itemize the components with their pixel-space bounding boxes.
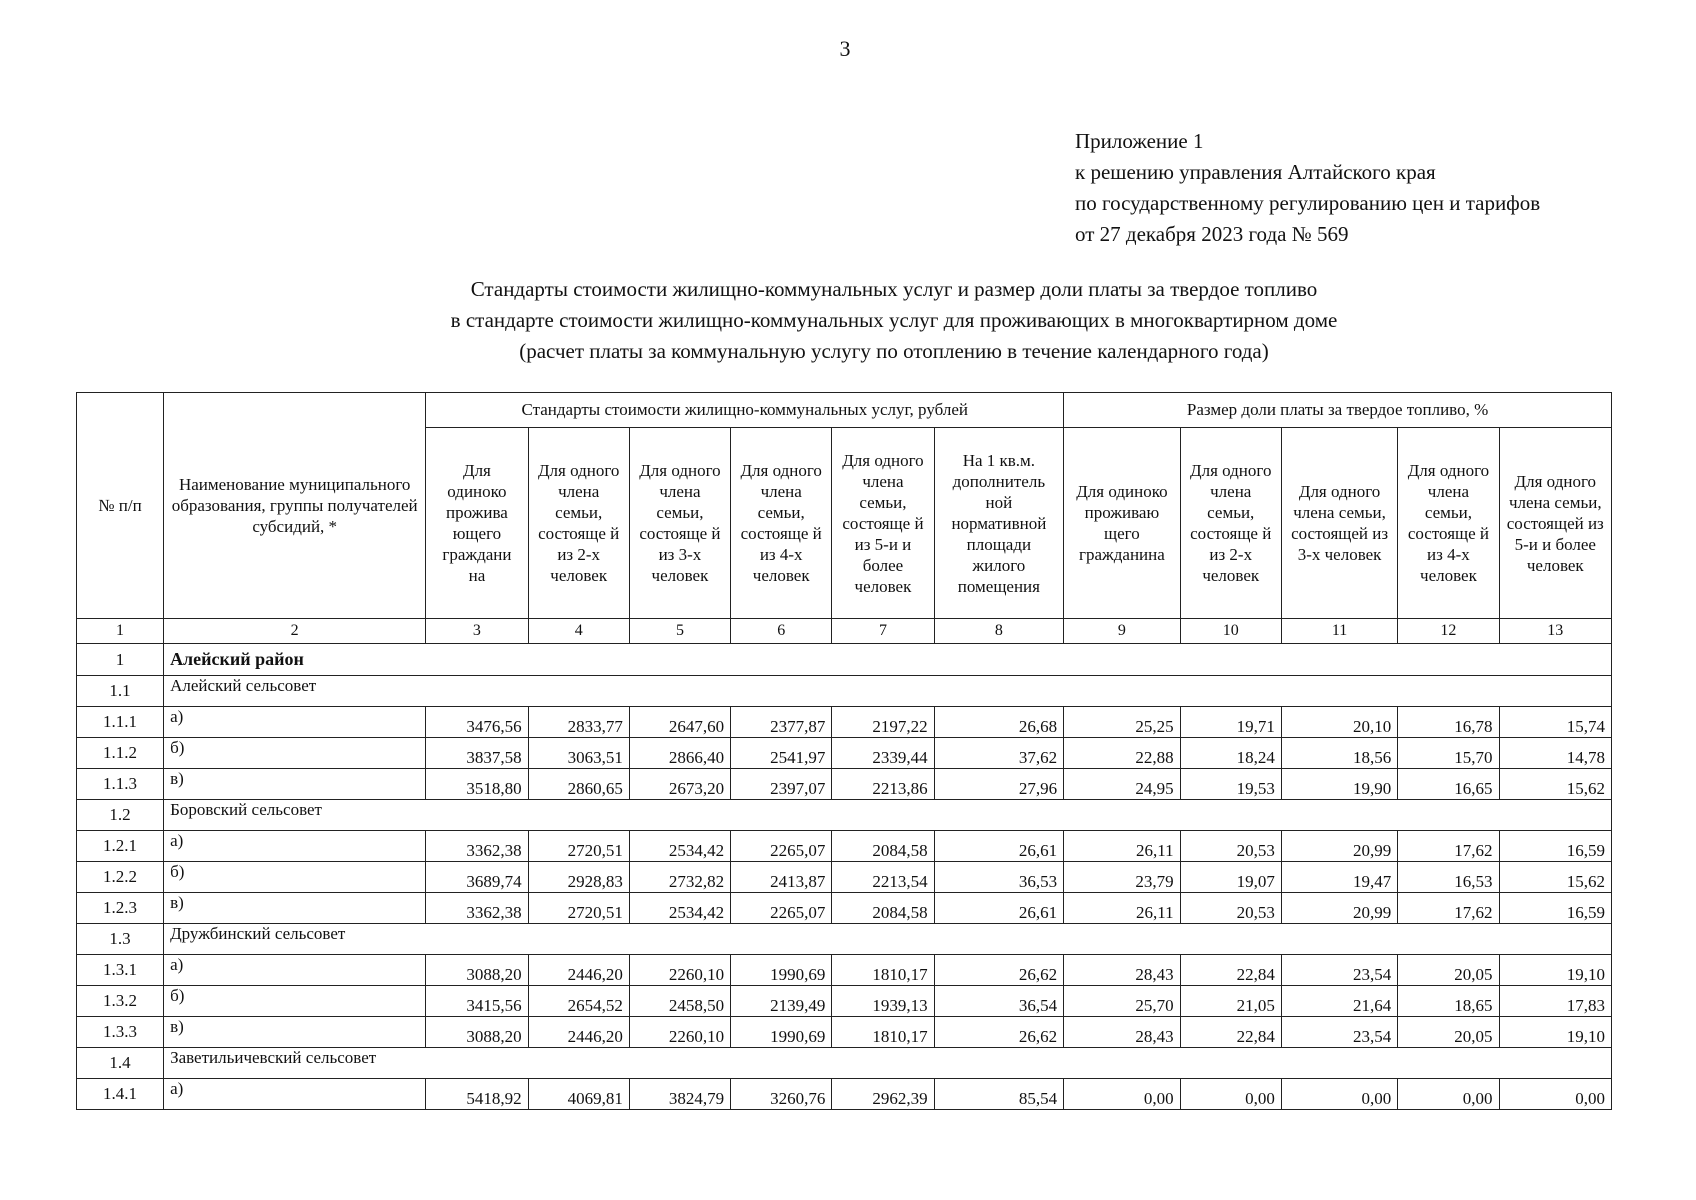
value-cell: 3824,79 — [629, 1079, 730, 1110]
district-num: 1.1 — [77, 676, 164, 707]
column-number: 9 — [1064, 619, 1180, 644]
value-cell: 16,59 — [1499, 893, 1611, 924]
value-cell: 2720,51 — [528, 831, 629, 862]
table-row — [77, 1079, 1612, 1110]
value-cell: 1810,17 — [832, 955, 934, 986]
row-label: б) — [164, 738, 426, 769]
region-name: Алейский район — [164, 644, 1612, 676]
value-cell: 2732,82 — [629, 862, 730, 893]
value-cell: 28,43 — [1064, 955, 1180, 986]
value-cell: 2673,20 — [629, 769, 730, 800]
region-row — [77, 644, 1612, 676]
title-line: Стандарты стоимости жилищно-коммунальных услуг и размер доли платы за твердое топливо — [470, 277, 1318, 301]
header-group-standards: Стандарты стоимости жилищно-коммунальных услуг, рублей — [426, 393, 1064, 428]
value-cell: 21,64 — [1281, 986, 1397, 1017]
value-cell: 2397,07 — [731, 769, 832, 800]
row-num: 1.1.1 — [77, 707, 164, 738]
column-number: 6 — [731, 619, 832, 644]
district-name: Дружбинский сельсовет — [164, 924, 1612, 955]
value-cell: 3415,56 — [426, 986, 528, 1017]
table-row — [77, 738, 1612, 769]
header-col-9: Для одиноко проживаю щего гражданина — [1064, 428, 1180, 619]
value-cell: 19,10 — [1499, 1017, 1611, 1048]
value-cell: 2213,54 — [832, 862, 934, 893]
value-cell: 19,47 — [1281, 862, 1397, 893]
column-number: 7 — [832, 619, 934, 644]
title-line: в стандарте стоимости жилищно-коммунальных услуг для проживающих в многоквартирном доме — [450, 308, 1338, 332]
table-row — [77, 986, 1612, 1017]
value-cell: 22,84 — [1180, 1017, 1281, 1048]
column-number: 5 — [629, 619, 730, 644]
district-row — [77, 676, 1612, 707]
district-num: 1.3 — [77, 924, 164, 955]
value-cell: 26,11 — [1064, 893, 1180, 924]
table-row — [77, 707, 1612, 738]
value-cell: 2265,07 — [731, 893, 832, 924]
value-cell: 21,05 — [1180, 986, 1281, 1017]
value-cell: 25,25 — [1064, 707, 1180, 738]
row-label: в) — [164, 893, 426, 924]
value-cell: 2265,07 — [731, 831, 832, 862]
value-cell: 3837,58 — [426, 738, 528, 769]
table-row — [77, 893, 1612, 924]
value-cell: 15,70 — [1398, 738, 1499, 769]
title-line: (расчет платы за коммунальную услугу по отоплению в течение календарного года) — [519, 339, 1269, 363]
row-label: а) — [164, 1079, 426, 1110]
document-title — [0, 274, 1696, 367]
appendix-line: к решению управления Алтайского края — [1075, 160, 1436, 184]
value-cell: 4069,81 — [528, 1079, 629, 1110]
value-cell: 20,10 — [1281, 707, 1397, 738]
value-cell: 16,53 — [1398, 862, 1499, 893]
district-num: 1.2 — [77, 800, 164, 831]
value-cell: 3088,20 — [426, 955, 528, 986]
column-number: 11 — [1281, 619, 1397, 644]
value-cell: 26,61 — [934, 831, 1064, 862]
value-cell: 37,62 — [934, 738, 1064, 769]
district-name: Алейский сельсовет — [164, 676, 1612, 707]
appendix-line: по государственному регулированию цен и тарифов — [1075, 191, 1541, 215]
value-cell: 16,78 — [1398, 707, 1499, 738]
value-cell: 20,05 — [1398, 955, 1499, 986]
value-cell: 26,62 — [934, 955, 1064, 986]
row-num: 1.1.2 — [77, 738, 164, 769]
value-cell: 17,62 — [1398, 831, 1499, 862]
value-cell: 26,62 — [934, 1017, 1064, 1048]
header-col-11: Для одного члена семьи, состоящей из 3-х человек — [1281, 428, 1397, 619]
header-col-3: Для одиноко прожива ющего граждани на — [426, 428, 528, 619]
column-number: 3 — [426, 619, 528, 644]
header-col-7: Для одного члена семьи, состояще й из 5-и и более человек — [832, 428, 934, 619]
table-row — [77, 1017, 1612, 1048]
column-number: 1 — [77, 619, 164, 644]
value-cell: 22,84 — [1180, 955, 1281, 986]
header-col-10: Для одного члена семьи, состояще й из 2-х человек — [1180, 428, 1281, 619]
district-num: 1.4 — [77, 1048, 164, 1079]
district-row — [77, 1048, 1612, 1079]
value-cell: 17,83 — [1499, 986, 1611, 1017]
column-number: 4 — [528, 619, 629, 644]
value-cell: 0,00 — [1398, 1079, 1499, 1110]
value-cell: 15,62 — [1499, 862, 1611, 893]
column-number: 10 — [1180, 619, 1281, 644]
district-name: Боровский сельсовет — [164, 800, 1612, 831]
value-cell: 2197,22 — [832, 707, 934, 738]
header-col-8: На 1 кв.м. дополнитель ной нормативной площади жилого помещения — [934, 428, 1064, 619]
value-cell: 2446,20 — [528, 955, 629, 986]
header-col-6: Для одного члена семьи, состояще й из 4-х человек — [731, 428, 832, 619]
value-cell: 28,43 — [1064, 1017, 1180, 1048]
district-row — [77, 800, 1612, 831]
value-cell: 3088,20 — [426, 1017, 528, 1048]
value-cell: 2446,20 — [528, 1017, 629, 1048]
table-row — [77, 831, 1612, 862]
value-cell: 2962,39 — [832, 1079, 934, 1110]
row-label: б) — [164, 862, 426, 893]
row-num: 1.3.3 — [77, 1017, 164, 1048]
value-cell: 2720,51 — [528, 893, 629, 924]
header-name: Наименование муниципального образования, группы получателей субсидий, * — [164, 393, 426, 619]
row-num: 1.2.2 — [77, 862, 164, 893]
value-cell: 2413,87 — [731, 862, 832, 893]
table-row — [77, 769, 1612, 800]
value-cell: 26,11 — [1064, 831, 1180, 862]
column-number: 13 — [1499, 619, 1611, 644]
row-label: а) — [164, 955, 426, 986]
row-num: 1.2.1 — [77, 831, 164, 862]
value-cell: 2647,60 — [629, 707, 730, 738]
value-cell: 36,53 — [934, 862, 1064, 893]
value-cell: 27,96 — [934, 769, 1064, 800]
value-cell: 20,53 — [1180, 831, 1281, 862]
value-cell: 3362,38 — [426, 831, 528, 862]
appendix-line: от 27 декабря 2023 года № 569 — [1075, 222, 1349, 246]
header-col-4: Для одного члена семьи, состояще й из 2-х человек — [528, 428, 629, 619]
value-cell: 15,62 — [1499, 769, 1611, 800]
value-cell: 3063,51 — [528, 738, 629, 769]
value-cell: 2654,52 — [528, 986, 629, 1017]
header-col-12: Для одного члена семьи, состояще й из 4-х человек — [1398, 428, 1499, 619]
row-num: 1.2.3 — [77, 893, 164, 924]
value-cell: 2928,83 — [528, 862, 629, 893]
value-cell: 23,79 — [1064, 862, 1180, 893]
value-cell: 2860,65 — [528, 769, 629, 800]
value-cell: 0,00 — [1064, 1079, 1180, 1110]
value-cell: 26,61 — [934, 893, 1064, 924]
value-cell: 5418,92 — [426, 1079, 528, 1110]
row-label: в) — [164, 769, 426, 800]
value-cell: 3518,80 — [426, 769, 528, 800]
district-name: Заветильичевский сельсовет — [164, 1048, 1612, 1079]
value-cell: 3362,38 — [426, 893, 528, 924]
value-cell: 2866,40 — [629, 738, 730, 769]
value-cell: 0,00 — [1180, 1079, 1281, 1110]
standards-table — [76, 392, 1612, 1110]
value-cell: 2339,44 — [832, 738, 934, 769]
value-cell: 1990,69 — [731, 1017, 832, 1048]
row-num: 1.4.1 — [77, 1079, 164, 1110]
value-cell: 19,07 — [1180, 862, 1281, 893]
page-number: 3 — [839, 36, 851, 61]
value-cell: 26,68 — [934, 707, 1064, 738]
value-cell: 2213,86 — [832, 769, 934, 800]
value-cell: 3260,76 — [731, 1079, 832, 1110]
value-cell: 85,54 — [934, 1079, 1064, 1110]
value-cell: 23,54 — [1281, 955, 1397, 986]
value-cell: 20,99 — [1281, 893, 1397, 924]
value-cell: 19,90 — [1281, 769, 1397, 800]
value-cell: 19,53 — [1180, 769, 1281, 800]
value-cell: 2084,58 — [832, 831, 934, 862]
appendix-block — [1075, 126, 1540, 250]
row-num: 1.3.2 — [77, 986, 164, 1017]
value-cell: 1990,69 — [731, 955, 832, 986]
table-row — [77, 862, 1612, 893]
value-cell: 18,24 — [1180, 738, 1281, 769]
row-label: б) — [164, 986, 426, 1017]
value-cell: 0,00 — [1499, 1079, 1611, 1110]
value-cell: 20,53 — [1180, 893, 1281, 924]
value-cell: 16,65 — [1398, 769, 1499, 800]
value-cell: 3689,74 — [426, 862, 528, 893]
value-cell: 0,00 — [1281, 1079, 1397, 1110]
column-number: 12 — [1398, 619, 1499, 644]
header-col-5: Для одного члена семьи, состояще й из 3-х человек — [629, 428, 730, 619]
value-cell: 2084,58 — [832, 893, 934, 924]
value-cell: 14,78 — [1499, 738, 1611, 769]
value-cell: 17,62 — [1398, 893, 1499, 924]
value-cell: 20,05 — [1398, 1017, 1499, 1048]
value-cell: 2534,42 — [629, 893, 730, 924]
value-cell: 2458,50 — [629, 986, 730, 1017]
row-label: в) — [164, 1017, 426, 1048]
region-num: 1 — [77, 644, 164, 676]
value-cell: 20,99 — [1281, 831, 1397, 862]
value-cell: 22,88 — [1064, 738, 1180, 769]
value-cell: 24,95 — [1064, 769, 1180, 800]
row-label: а) — [164, 831, 426, 862]
value-cell: 16,59 — [1499, 831, 1611, 862]
value-cell: 1939,13 — [832, 986, 934, 1017]
header-num: № п/п — [77, 393, 164, 619]
column-number-row — [77, 619, 1612, 644]
column-number: 2 — [164, 619, 426, 644]
value-cell: 1810,17 — [832, 1017, 934, 1048]
value-cell: 36,54 — [934, 986, 1064, 1017]
value-cell: 18,56 — [1281, 738, 1397, 769]
value-cell: 25,70 — [1064, 986, 1180, 1017]
value-cell: 19,71 — [1180, 707, 1281, 738]
value-cell: 2260,10 — [629, 1017, 730, 1048]
header-group-fuel: Размер доли платы за твердое топливо, % — [1064, 393, 1612, 428]
value-cell: 18,65 — [1398, 986, 1499, 1017]
value-cell: 3476,56 — [426, 707, 528, 738]
value-cell: 2541,97 — [731, 738, 832, 769]
value-cell: 15,74 — [1499, 707, 1611, 738]
row-num: 1.3.1 — [77, 955, 164, 986]
value-cell: 23,54 — [1281, 1017, 1397, 1048]
row-num: 1.1.3 — [77, 769, 164, 800]
value-cell: 2139,49 — [731, 986, 832, 1017]
district-row — [77, 924, 1612, 955]
value-cell: 2260,10 — [629, 955, 730, 986]
row-label: а) — [164, 707, 426, 738]
value-cell: 2534,42 — [629, 831, 730, 862]
value-cell: 2833,77 — [528, 707, 629, 738]
column-number: 8 — [934, 619, 1064, 644]
value-cell: 19,10 — [1499, 955, 1611, 986]
table-row — [77, 955, 1612, 986]
header-col-13: Для одного члена семьи, состоящей из 5-и и более человек — [1499, 428, 1611, 619]
value-cell: 2377,87 — [731, 707, 832, 738]
appendix-line: Приложение 1 — [1075, 129, 1204, 153]
